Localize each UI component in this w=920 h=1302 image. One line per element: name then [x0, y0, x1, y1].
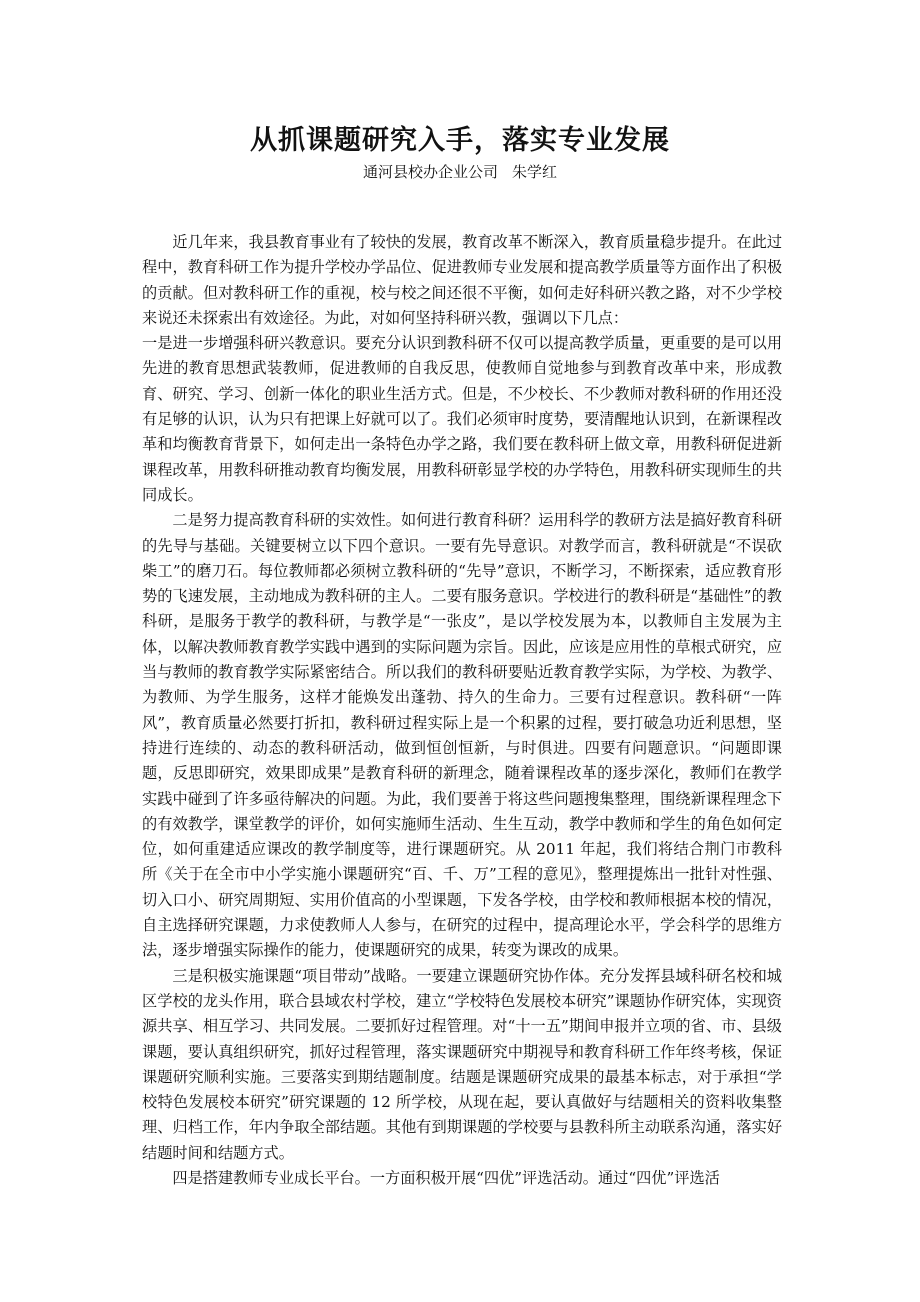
- paragraph-point-3: 三是积极实施课题“项目带动”战略。一要建立课题研究协作体。充分发挥县域科研名校和城区学校的龙头作用，联合县域农村学校，建立“学校特色发展校本研究”课题协作研究体，实现资源共享、相互学习、共同发展。二要抓好过程管理。对“十一五”期间申报并立项的省、市、县级课题，要认真组织研究，抓好过程管理，落实课题研究中期视导和教育科研工作年终考核，保证课题研究顺利实施。三要落实到期结题制度。结题是课题研究成果的最基本标志，对于承担“学校特色发展校本研究”研究课题的 12 所学校，从现在起，要认真做好与结题相关的资料收集整理、归档工作，年内争取全部结题。其他有到期课题的学校要与县教科所主动联系沟通，落实好结题时间和结题方式。: [142, 966, 782, 1162]
- document-title: 从抓课题研究入手，落实专业发展: [250, 125, 670, 156]
- paragraph-point-1: 一是进一步增强科研兴教意识。要充分认识到教科研不仅可以提高教学质量，更重要的是可以用先进的教育思想武装教师，促进教师的自我反思，使教师自觉地参与到教育改革中来，形成教育、研究、学习、创新一体化的职业生活方式。但是，不少校长、不少教师对教科研的作用还没有足够的认识，认为只有把课上好就可以了。我们必须审时度势，要清醒地认识到，在新课程改革和均衡教育背景下，如何走出一条特色办学之路，我们要在教科研上做文章，用教科研促进新课程改革，用教科研推动教育均衡发展，用教科研彰显学校的办学特色，用教科研实现师生的共同成长。: [142, 334, 782, 504]
- document-body: [142, 230, 782, 1191]
- paragraph-point-2: 二是努力提高教育科研的实效性。如何进行教育科研？运用科学的教研方法是搞好教育科研的先导与基础。关键要树立以下四个意识。一要有先导意识。对教学而言，教科研就是“不误砍柴工”的磨刀石。每位教师都必须树立教科研的“先导”意识，不断学习，不断探索，适应教育形势的飞速发展，主动地成为教科研的主人。二要有服务意识。学校进行的教科研是“基础性”的教科研，是服务于教学的教科研，与教学是“一张皮”，是以学校发展为本，以教师自主发展为主体，以解决教师教育教学实践中遇到的实际问题为宗旨。因此，应该是应用性的草根式研究，应当与教师的教育教学实际紧密结合。所以我们的教科研要贴近教育教学实际，为学校、为教学、为教师、为学生服务，这样才能焕发出蓬勃、持久的生命力。三要有过程意识。教科研“一阵风”，教育质量必然要打折扣，教科研过程实际上是一个积累的过程，要打破急功近利思想，坚持进行连续的、动态的教科研活动，做到恒创恒新，与时俱进。四要有问题意识。“问题即课题，反思即研究，效果即成果”是教育科研的新理念，随着课程改革的逐步深化，教师们在教学实践中碰到了许多亟待解决的问题。为此，我们要善于将这些问题搜集整理，围绕新课程理念下的有效教学，课堂教学的评价，如何实施师生活动、生生互动，教学中教师和学生的角色如何定位，如何重建适应课改的教学制度等，进行课题研究。从 2011 年起，我们将结合荆门市教科所《关于在全市中小学实施小课题研究“百、千、万”工程的意见》，整理提炼出一批针对性强、切入口小、研究周期短、实用价值高的小型课题，下发各学校，由学校和教师根据本校的情况，自主选择研究课题，力求使教师人人参与，在研究的过程中，提高理论水平，学会科学的思维方法，逐步增强实际操作的能力，使课题研究的成果，转变为课改的成果。: [142, 511, 782, 960]
- paragraph-intro: 近几年来，我县教育事业有了较快的发展，教育改革不断深入，教育质量稳步提升。在此过程中，教育科研工作为提升学校办学品位、促进教师专业发展和提高教学质量等方面作出了积极的贡献。但对教科研工作的重视，校与校之间还很不平衡，如何走好科研兴教之路，对不少学校来说还未探索出有效途径。为此，对如何坚持科研兴教，强调以下几点：: [142, 233, 782, 327]
- byline-author: 朱学红: [512, 163, 558, 181]
- byline: [0, 161, 920, 182]
- paragraph-point-4: 四是搭建教师专业成长平台。一方面积极开展“四优”评选活动。通过“四优”评选活: [172, 1168, 720, 1187]
- byline-organization: 通河县校办企业公司: [362, 163, 498, 181]
